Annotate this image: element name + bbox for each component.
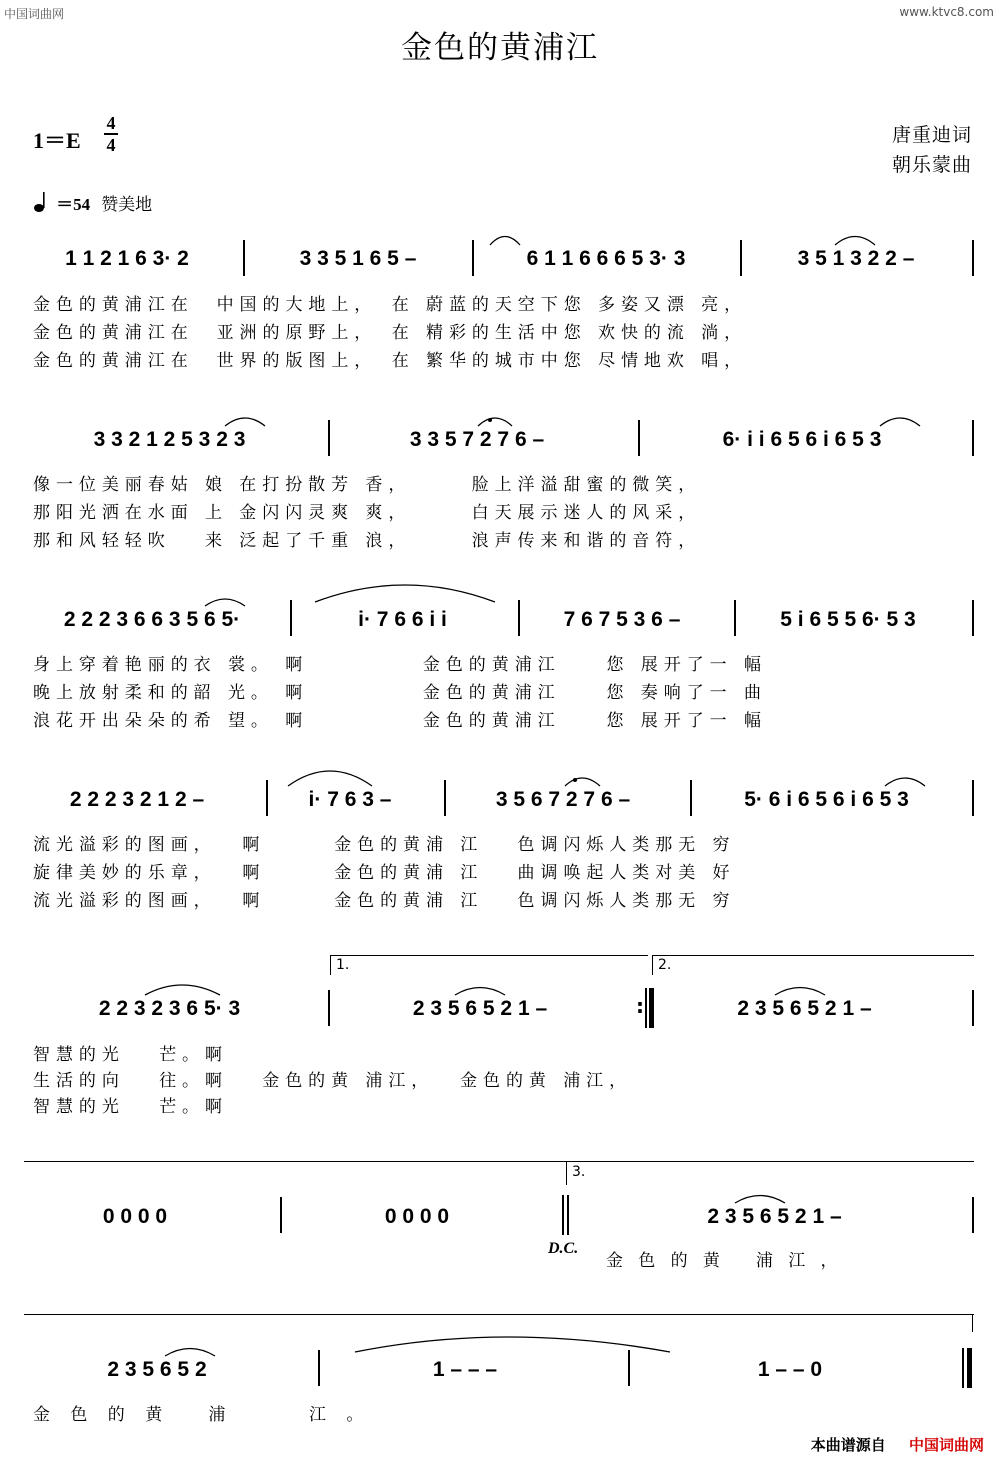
barline: [972, 780, 974, 816]
source-label: 本曲谱源自: [810, 1436, 886, 1454]
barline: [328, 990, 330, 1026]
measure-3-4: 5 i 6 5 5 6· 5 3: [780, 608, 916, 631]
tempo-marking: [33, 190, 152, 215]
slur: [835, 237, 875, 246]
barline: [638, 420, 640, 456]
barline: [972, 240, 974, 276]
measure-2-1: 3 3 2 1 2 5 3 2 3: [93, 428, 246, 451]
tempo-expression: 赞美地: [101, 195, 153, 214]
lyric-verse-3: 金色的黄浦江在 世界的版图上， 在 繁华的城市中您 尽情地欢 唱，: [33, 351, 748, 371]
barline: [318, 1350, 320, 1386]
measure-1-1: 1 1 2 1 6 3· 2: [65, 247, 189, 270]
lyric-verse-3: 那和风轻轻吹 来 泛起了千重 浪， 浪声传来和谐的音符，: [33, 531, 702, 551]
final-barline-thick: [967, 1348, 972, 1388]
barline: [734, 600, 736, 636]
lyric-verse-3: 流光溢彩的图画， 啊 金色的黄浦 江 色调闪烁人类那无 穷: [33, 891, 736, 911]
measure-7-3: 1 – – 0: [757, 1358, 823, 1381]
measure-2-2: 3 3 5 7 2 7 6 –: [409, 428, 545, 451]
volta-bracket-2: [652, 955, 974, 956]
measure-4-1: 2 2 2 3 2 1 2 –: [69, 788, 205, 811]
barline: [972, 990, 974, 1026]
barline: [444, 780, 446, 816]
barline: [972, 600, 974, 636]
da-capo-marking: D.C.: [548, 1240, 579, 1257]
slur: [315, 585, 495, 602]
measure-4-4: 5· 6 i 6 5 6 i 6 5 3: [744, 788, 909, 811]
lyric-verse-1: 金色的黄 浦 江。: [33, 1405, 384, 1425]
measure-7-2: 1 – – –: [432, 1358, 498, 1381]
barline-double-thin: [567, 1195, 569, 1235]
measure-2-3: 6· i i 6 5 6 i 6 5 3: [722, 428, 882, 451]
measure-4-2: i· 7 6 3 –: [308, 788, 392, 811]
slur: [735, 1196, 785, 1204]
measure-5-3: 2 3 5 6 5 2 1 –: [737, 997, 872, 1020]
barline: [243, 240, 245, 276]
key-signature: 1＝E: [33, 128, 81, 153]
lyric-verse-3: 智慧的光 芒。啊: [33, 1097, 228, 1117]
lyric-verse-3: 金色的黄 浦江，: [606, 1251, 853, 1271]
barline: [266, 780, 268, 816]
measure-3-2: i· 7 6 6 i i: [358, 608, 447, 631]
fermata-dot: [573, 778, 577, 782]
lyric-verse-1: 智慧的光 芒。啊: [33, 1045, 228, 1065]
slur: [225, 418, 265, 426]
page-title: 金色的黄浦江: [401, 30, 599, 66]
barline-double-thin: [562, 1195, 564, 1235]
staff-line: [24, 1161, 974, 1162]
barline: [518, 600, 520, 636]
volta-bracket-1-left: [330, 955, 331, 975]
volta-bracket-3-left: [566, 1161, 567, 1185]
volta-bracket-1: [330, 955, 648, 956]
slur: [145, 985, 220, 995]
barline: [280, 1197, 282, 1233]
lyric-verse-2: 晚上放射柔和的韶 光。 啊 金色的黄浦江 您 奏响了一 曲: [33, 683, 767, 703]
lyric-verse-1: 流光溢彩的图画， 啊 金色的黄浦 江 色调闪烁人类那无 穷: [33, 835, 736, 855]
slur: [478, 418, 512, 426]
time-signature-bottom: 4: [106, 135, 116, 155]
end-repeat-thick: [649, 988, 654, 1028]
source-brand-link[interactable]: 中国词曲网: [908, 1436, 984, 1454]
lyric-verse-1: 身上穿着艳丽的衣 裳。 啊 金色的黄浦江 您 展开了一 幅: [33, 655, 767, 675]
volta-1-label: 1.: [336, 957, 350, 973]
barline: [740, 240, 742, 276]
barline: [628, 1350, 630, 1386]
barline: [328, 420, 330, 456]
lyric-verse-1: 金色的黄浦江在 中国的大地上， 在 蔚蓝的天空下您 多姿又漂 亮，: [33, 295, 748, 315]
staff-line: [24, 1314, 974, 1315]
slur: [565, 778, 600, 786]
slur: [165, 1349, 215, 1357]
measure-6-3: 2 3 5 6 5 2 1 –: [707, 1205, 842, 1228]
slur: [288, 771, 372, 786]
lyric-verse-2: 那阳光洒在水面 上 金闪闪灵爽 爽， 白天展示迷人的风采，: [33, 503, 702, 523]
measure-4-3: 3 5 6 7 2 7 6 –: [495, 788, 631, 811]
measure-5-1: 2 2 3 2 3 6 5· 3: [98, 997, 241, 1020]
measure-1-3: 6 1 1 6 6 6 5 3· 3: [526, 247, 686, 270]
final-barline-thin: [962, 1348, 964, 1388]
barline: [972, 420, 974, 456]
slur: [490, 237, 520, 246]
volta-2-label: 2.: [658, 957, 672, 973]
barline: [472, 240, 474, 276]
slur: [775, 988, 825, 996]
tempo-value: ＝54: [56, 195, 91, 214]
barline: [290, 600, 292, 636]
source-credit: [811, 1434, 984, 1455]
measure-5-2: 2 3 5 6 5 2 1 –: [412, 997, 548, 1020]
quarter-note-icon: [33, 190, 51, 214]
time-signature-top: 4: [106, 113, 116, 133]
watermark-top-left: 中国词曲网: [4, 7, 65, 21]
measure-1-4: 3 5 1 3 2 2 –: [797, 247, 915, 270]
time-signature: [104, 114, 118, 154]
barline: [972, 1197, 974, 1233]
lyricist: 唐重迪词: [891, 124, 972, 146]
slur: [455, 988, 505, 996]
measure-6-2: 0 0 0 0: [384, 1205, 450, 1228]
slur: [885, 778, 925, 786]
lyric-verse-2: 金色的黄浦江在 亚洲的原野上， 在 精彩的生活中您 欢快的流 淌，: [33, 323, 748, 343]
fermata-dot: [488, 418, 492, 422]
measure-1-2: 3 3 5 1 6 5 –: [299, 247, 417, 270]
watermark-top-right: www.ktvc8.com: [899, 5, 994, 19]
composer: 朝乐蒙曲: [891, 154, 972, 176]
volta-bracket-2-left: [652, 955, 653, 975]
measure-3-1: 2 2 2 3 6 6 3 5 6 5·: [63, 608, 241, 631]
staff-line-end: [972, 1314, 973, 1332]
slur: [880, 418, 920, 426]
volta-3-label: 3.: [572, 1164, 586, 1180]
lyric-verse-3: 浪花开出朵朵的希 望。 啊 金色的黄浦江 您 展开了一 幅: [33, 711, 767, 731]
repeat-dots: :: [636, 994, 644, 1018]
measure-3-3: 7 6 7 5 3 6 –: [563, 608, 681, 631]
slur: [205, 599, 245, 606]
lyric-verse-1: 像一位美丽春姑 娘 在打扮散芳 香， 脸上洋溢甜蜜的微笑，: [33, 475, 702, 495]
measure-7-1: 2 3 5 6 5 2: [107, 1358, 207, 1381]
lyric-verse-2: 旋律美妙的乐章， 啊 金色的黄浦 江 曲调唤起人类对美 好: [33, 863, 736, 883]
slur: [355, 1337, 670, 1352]
end-repeat-thin: [645, 988, 647, 1028]
lyric-verse-2: 生活的向 往。啊 金色的黄 浦江， 金色的黄 浦江，: [33, 1071, 633, 1091]
measure-6-1: 0 0 0 0: [102, 1205, 168, 1228]
barline: [690, 780, 692, 816]
